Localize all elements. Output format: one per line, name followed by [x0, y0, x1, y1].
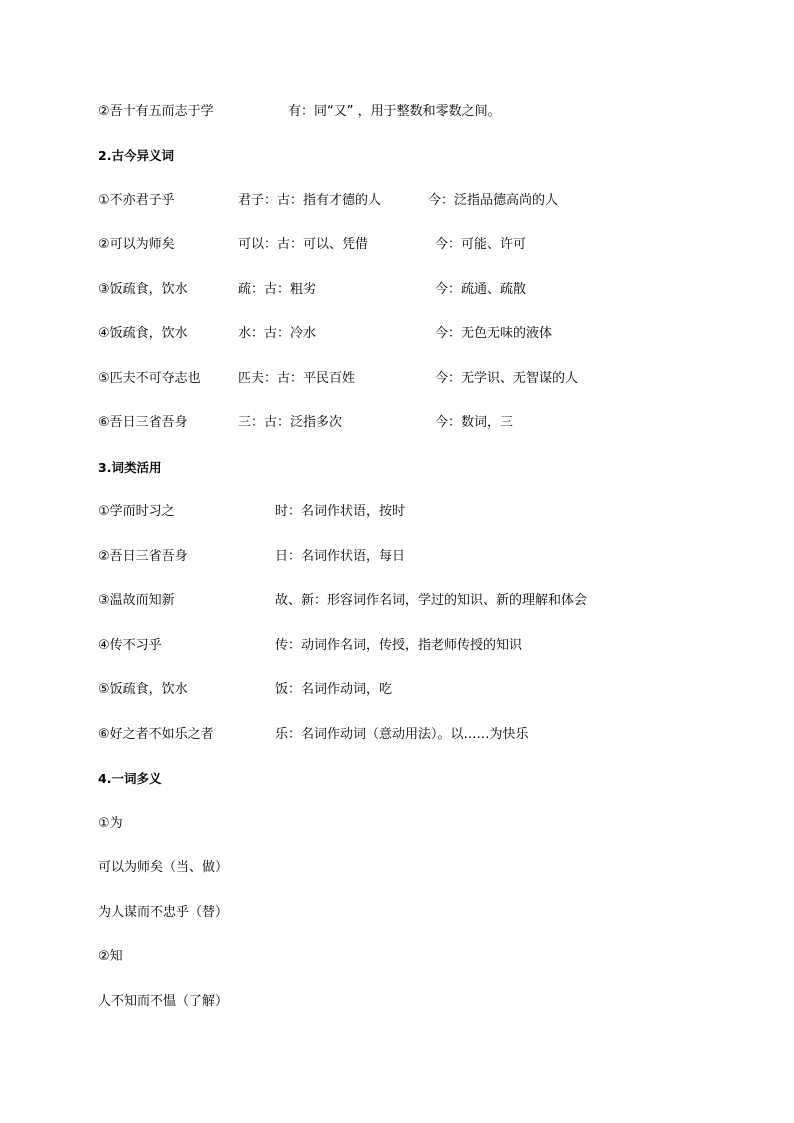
modern-meaning: 今：泛指品德高尚的人	[428, 193, 559, 208]
modern-meaning: 今：无学识、无智谋的人	[435, 371, 579, 386]
source-phrase: ③饭疏食，饮水	[98, 282, 188, 297]
annotation: 乐：名词作动词（意动用法）。以……为快乐	[275, 727, 529, 742]
ancient-meaning: 三：古：泛指多次	[238, 415, 343, 430]
source-phrase: ⑤饭疏食，饮水	[98, 682, 188, 697]
source-phrase: ④饭疏食，饮水	[98, 326, 188, 341]
ancient-meaning: 疏：古：粗劣	[238, 282, 317, 297]
source-phrase: ②吾十有五而志于学	[98, 104, 214, 119]
ancient-meaning: 水：古：冷水	[238, 326, 317, 341]
source-phrase: ②可以为师矣	[98, 237, 175, 252]
source-phrase: ⑥好之者不如乐之者	[98, 727, 214, 742]
annotation: 饭：名词作动词，吃	[275, 682, 393, 697]
ancient-meaning: 匹夫：古：平民百姓	[238, 371, 356, 386]
annotation: 故、新：形容词作名词，学过的知识、新的理解和体会	[275, 593, 588, 608]
ancient-meaning: 可以：古：可以、凭借	[238, 237, 369, 252]
ancient-meaning: 君子：古：指有才德的人	[238, 193, 382, 208]
annotation: 日：名词作状语，每日	[275, 549, 406, 564]
section-heading: 2.古今异义词	[98, 148, 174, 163]
source-phrase: ⑤匹夫不可夺志也	[98, 371, 201, 386]
section-heading: 4.一词多义	[98, 771, 162, 786]
polysemy-example: 可以为师矣（当、做）	[98, 860, 229, 875]
source-phrase: ⑥吾日三省吾身	[98, 415, 188, 430]
source-phrase: ①不亦君子乎	[98, 193, 175, 208]
source-phrase: ③温故而知新	[98, 593, 175, 608]
modern-meaning: 今：无色无味的液体	[435, 326, 553, 341]
polysemy-example: 为人谋而不忠乎（替）	[98, 905, 229, 920]
polysemy-word: ①为	[98, 816, 123, 831]
polysemy-example: 人不知而不愠（了解）	[98, 994, 229, 1009]
modern-meaning: 今：可能、许可	[435, 237, 527, 252]
section-heading: 3.词类活用	[98, 460, 162, 475]
polysemy-word: ②知	[98, 949, 123, 964]
source-phrase: ①学而时习之	[98, 504, 175, 519]
annotation: 时：名词作状语，按时	[275, 504, 406, 519]
modern-meaning: 今：数词，三	[435, 415, 514, 430]
annotation: 有：同“又” ，用于整数和零数之间。	[288, 104, 501, 119]
source-phrase: ④传不习乎	[98, 638, 162, 653]
source-phrase: ②吾日三省吾身	[98, 549, 188, 564]
annotation: 传：动词作名词，传授，指老师传授的知识	[275, 638, 523, 653]
modern-meaning: 今：疏通、疏散	[435, 282, 527, 297]
